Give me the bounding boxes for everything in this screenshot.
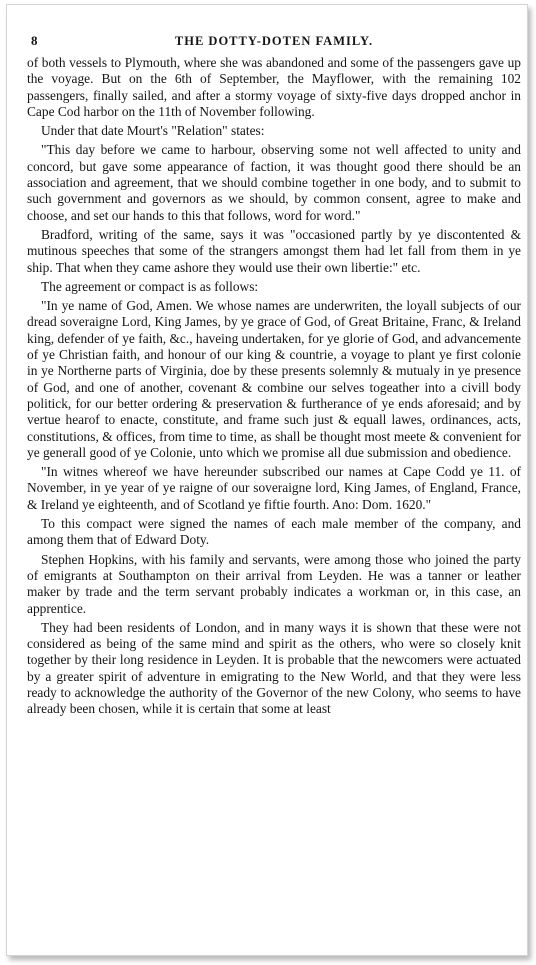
- paragraph-1: of both vessels to Plymouth, where she was abandoned and some of the passengers gave up the voyage. But on the 6th of September, the Mayflower, with the remaining 102 passengers, finally sailed, and after a stormy voyage of sixty-five days dropped anchor in Cape Cod harbor on the 11th of November following.: [27, 55, 521, 119]
- paragraph-4: Bradford, writing of the same, says it was "occasioned partly by ye discontented & mutinous speeches that some of the strangers amongst them had let fall from them in ye ship. That when they came ashore they would use their own libertie:" etc.: [27, 226, 521, 275]
- paragraph-8: To this compact were signed the names of each male member of the company, and among them that of Edward Doty.: [27, 516, 521, 548]
- page-frame: [6, 4, 528, 956]
- page-header: [27, 33, 521, 55]
- page-number: 8: [31, 33, 38, 48]
- paragraph-5: The agreement or compact is as follows:: [41, 278, 259, 294]
- paragraph-3: "This day before we came to harbour, observing some not well affected to unity and concord, but gave some appearance of faction, it was thought good there should be an association and agreement, that we should combine together in one body, and to submit to such government and governors as we should, by common consent, agree to make and choose, and set our hands to this that follows, word for word.": [27, 142, 521, 223]
- paragraph-10: They had been residents of London, and in many ways it is shown that these were not considered as being of the same mind and spirit as the others, who were so closely knit together by their long residence in Leyden. It is probable that the newcomers were actuated by a greater spirit of adventure in emigrating to the New World, and that they were less ready to acknowledge the authority of the Governor of the new Colony, who seems to have already been chosen, while it is certain that some at least: [27, 619, 521, 717]
- paragraph-9: Stephen Hopkins, with his family and servants, were among those who joined the party of emigrants at Southampton on their arrival from Leyden. He was a tanner or leather maker by trade and the term servant probably indicates a workman or, in this case, an apprentice.: [27, 551, 521, 616]
- paragraph-2: Under that date Mourt's "Relation" states:: [41, 123, 265, 139]
- running-title: THE DOTTY-DOTEN FAMILY.: [174, 34, 374, 48]
- book-page: [27, 33, 521, 721]
- paragraph-6: "In ye name of God, Amen. We whose names are underwriten, the loyall subjects of our dread soveraigne Lord, King James, by ye grace of God, of Great Britaine, Franc, & Ireland king, defender of ye faith, &c., haveing undertaken, for ye glorie of God, and advancemente of ye Christian faith, and honour of our king & countrie, a voyage to plant ye first colonie in ye Northerne parts of Virginia, doe by these presents solemnly & mutualy in ye presence of God, and one of another, covenant & combine our selves togeather into a civill body politick, for our better ordering & preservation & furtherance of ye ends aforesaid; and by vertue hearof to enacte, constitute, and frame such just & equall lawes, ordinances, acts, constitutions, & offices, from time to time, as shall be thought most meete & convenient for ye generall good of ye Colonie, unto which we promise all due submission and obedience.: [27, 298, 521, 460]
- paragraph-7: "In witnes whereof we have hereunder subscribed our names at Cape Codd ye 11. of November, in ye year of ye raigne of our soveraigne lord, King James, of England, France, & Ireland ye eighteenth, and of Scotland ye fiftie fourth. Ano: Dom. 1620.": [27, 464, 521, 512]
